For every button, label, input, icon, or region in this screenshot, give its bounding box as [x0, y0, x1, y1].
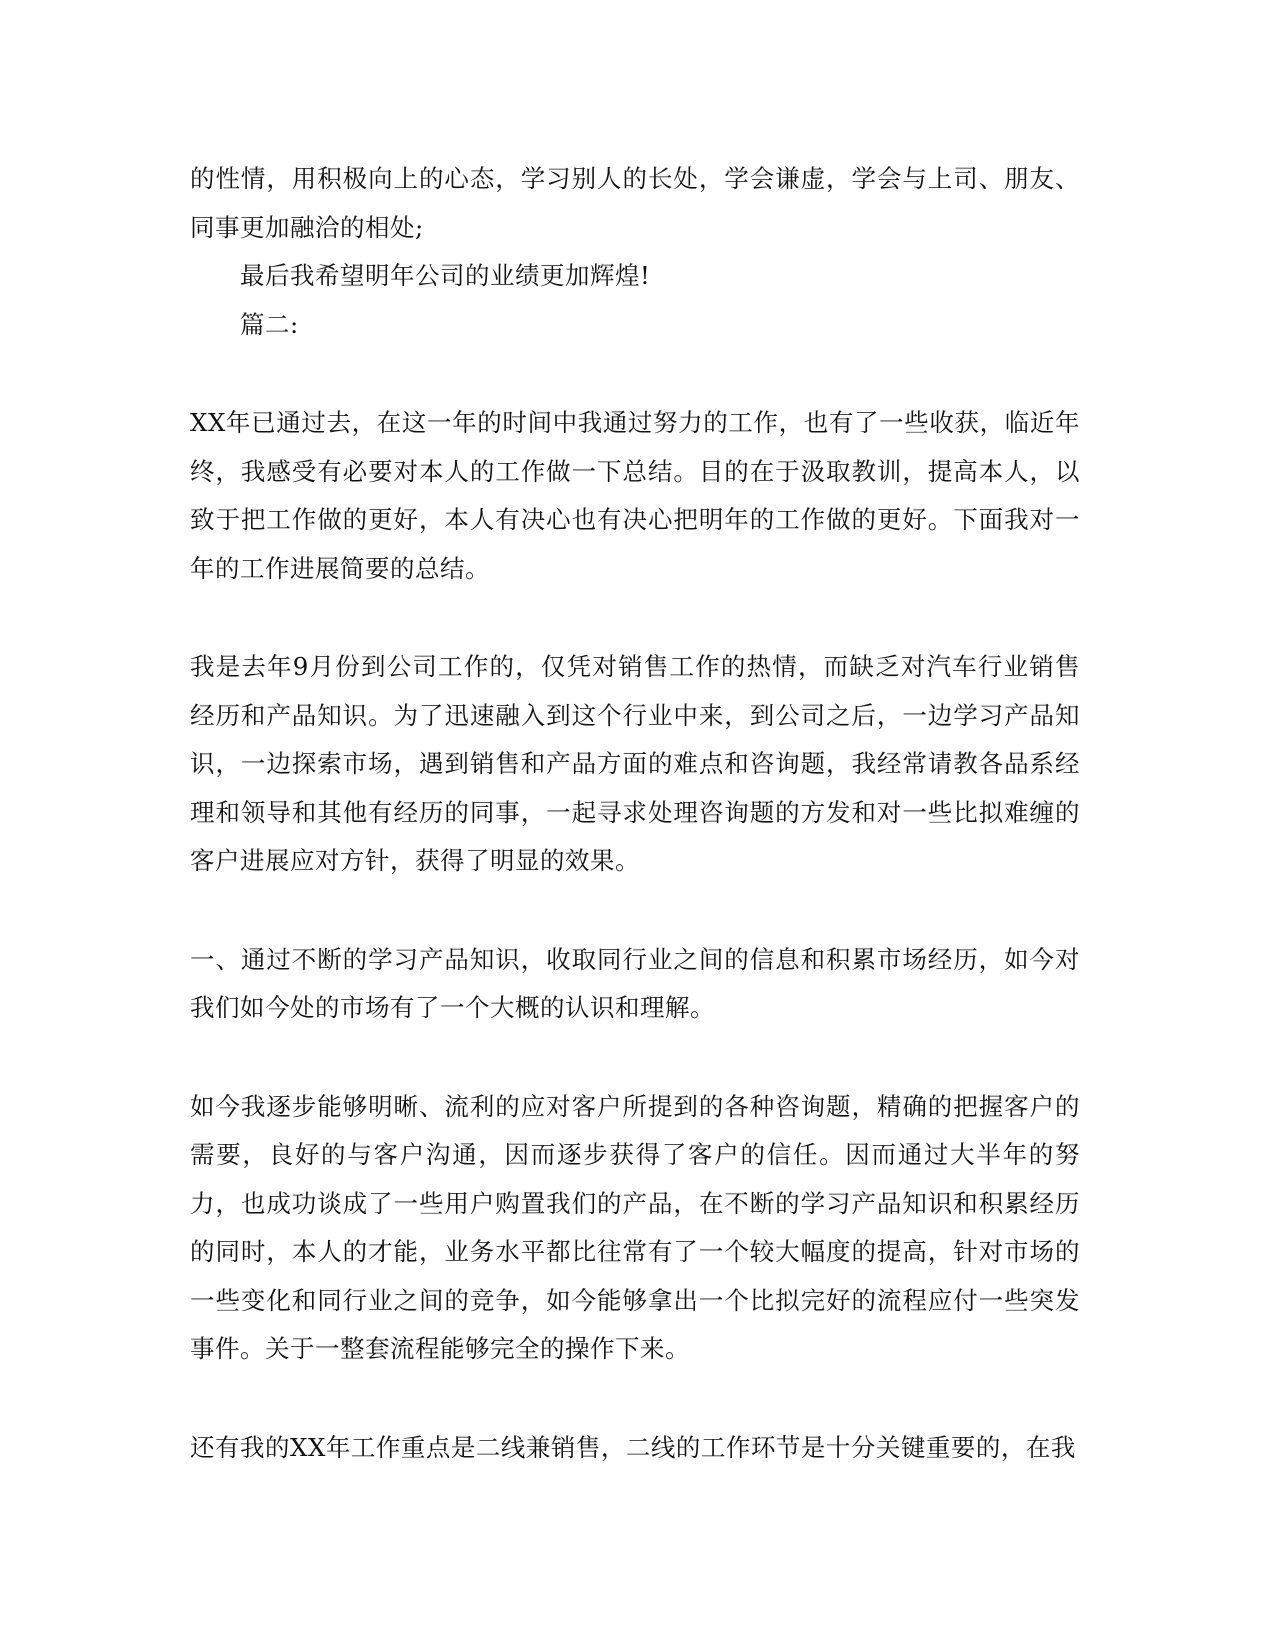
document-body	[190, 155, 1080, 1472]
paragraph-6: 一、通过不断的学习产品知识，收取同行业之间的信息和积累市场经历，如今对我们如今处的市场有了一个大概的认识和理解。	[190, 944, 1080, 1022]
paragraph-4: XX年已通过去，在这一年的时间中我通过努力的工作，也有了一些收获，临近年终，我感受有必要对本人的工作做一下总结。目的在于汲取教训，提高本人，以致于把工作做的更好，本人有决心也有决心把明年的工作做的更好。下面我对一年的工作进展简要的总结。	[190, 408, 1080, 583]
paragraph-2: 最后我希望明年公司的业绩更加辉煌!	[240, 261, 651, 290]
section-heading: 篇二:	[240, 309, 299, 339]
paragraph-8: 还有我的XX年工作重点是二线兼销售，二线的工作环节是十分关键重要的，在我	[190, 1432, 1076, 1462]
paragraph-1: 的性情，用积极向上的心态，学习别人的长处，学会谦虚，学会与上司、朋友、同事更加融洽的相处;	[190, 164, 1080, 242]
paragraph-5: 我是去年9月份到公司工作的，仅凭对销售工作的热情，而缺乏对汽车行业销售经历和产品知识。为了迅速融入到这个行业中来，到公司之后，一边学习产品知识，一边探索市场，遇到销售和产品方面的难点和咨询题，我经常请教各品系经理和领导和其他有经历的同事，一起寻求处理咨询题的方发和对一些比拟难缠的客户进展应对方针，获得了明显的效果。	[190, 652, 1080, 875]
paragraph-7: 如今我逐步能够明晰、流利的应对客户所提到的各种咨询题，精确的把握客户的需要，良好的与客户沟通，因而逐步获得了客户的信任。因而通过大半年的努力，也成功谈成了一些用户购置我们的产品，在不断的学习产品知识和积累经历的同时，本人的才能，业务水平都比往常有了一个较大幅度的提高，针对市场的一些变化和同行业之间的竞争，如今能够拿出一个比拟完好的流程应付一些突发事件。关于一整套流程能够完全的操作下来。	[190, 1091, 1080, 1363]
